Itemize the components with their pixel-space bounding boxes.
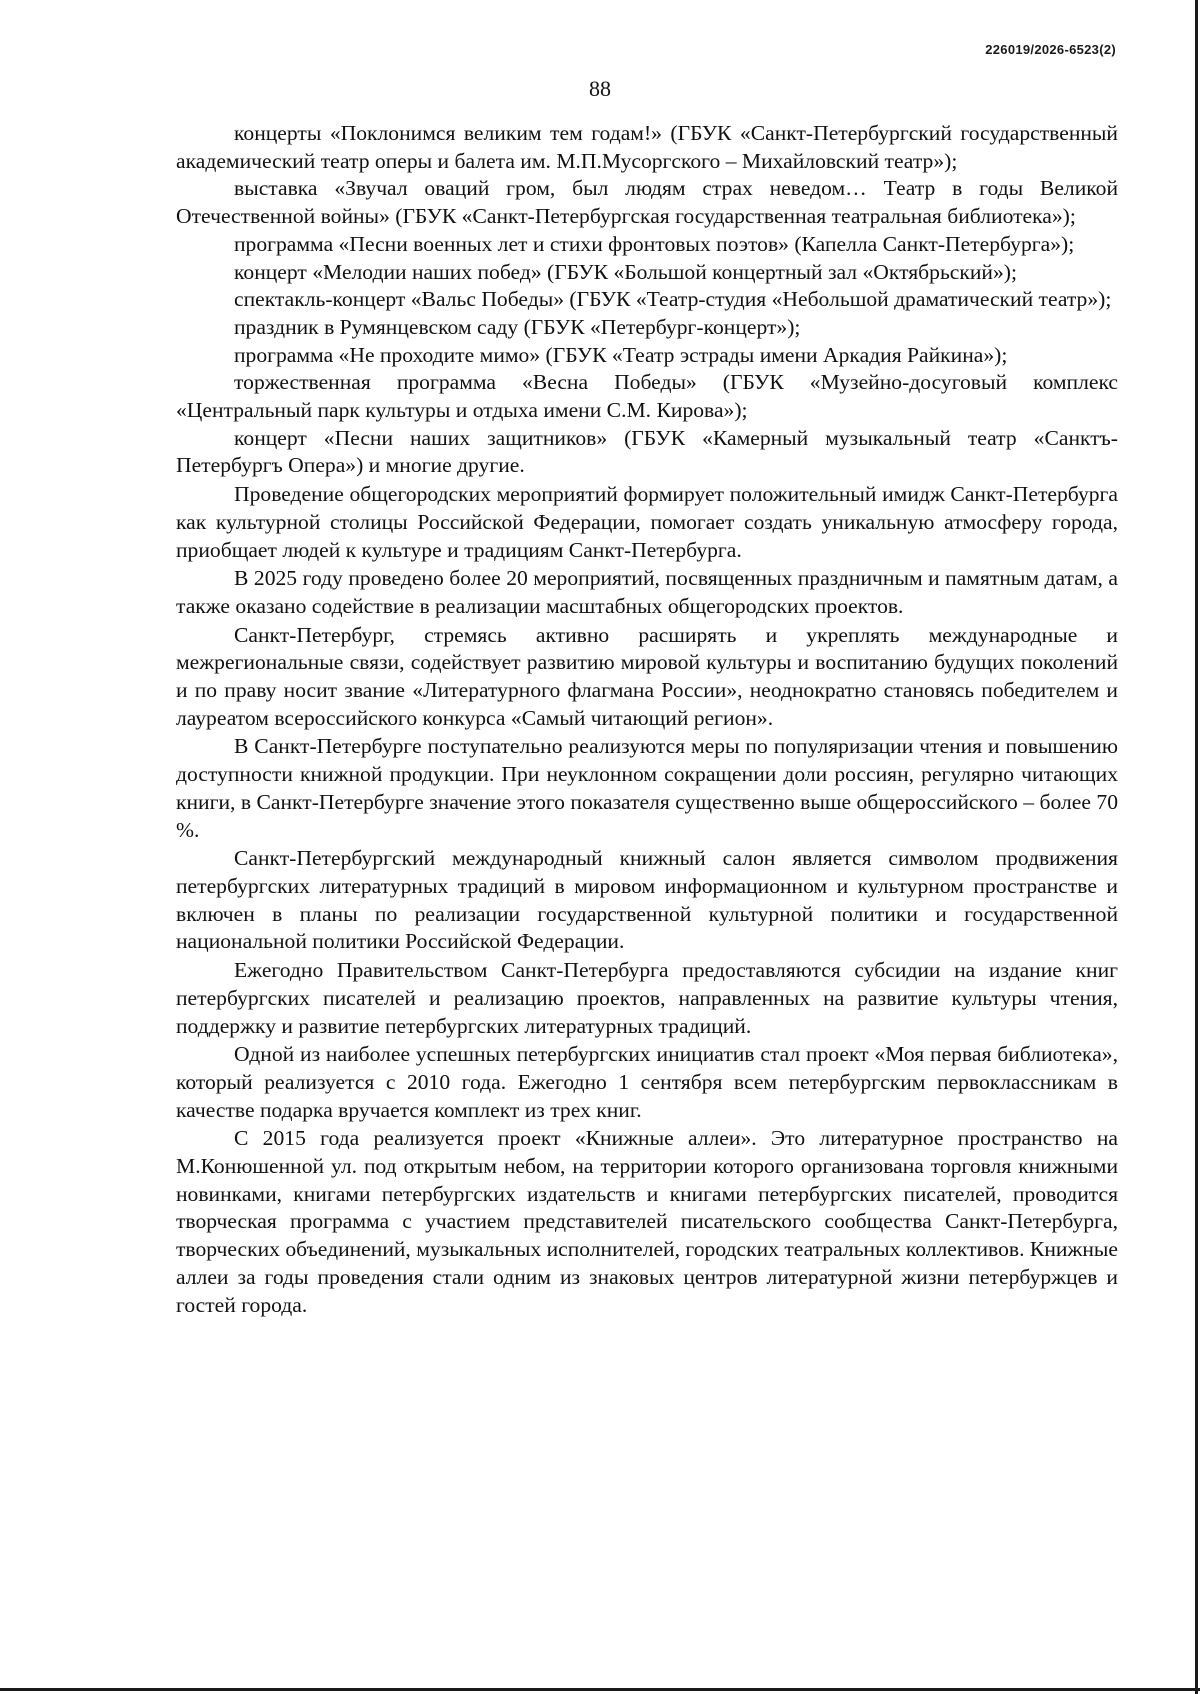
paragraph: программа «Песни военных лет и стихи фронтовых поэтов» (Капелла Санкт-Петербурга»); — [234, 231, 1075, 256]
paragraph: Санкт-Петербург, стремясь активно расширять и укреплять международные и межрегиональные связи, содействует развитию мировой культуры и воспитанию будущих поколений и по праву носит звание «Литературного флагмана России», неоднократно становясь победителем и лауреатом всероссийского конкурса «Самый читающий регион». — [176, 622, 1118, 730]
paragraph: концерт «Мелодии наших побед» (ГБУК «Большой концертный зал «Октябрьский»); — [234, 259, 1017, 284]
paragraph: В Санкт-Петербурге поступательно реализуются меры по популяризации чтения и повышению доступности книжной продукции. При неуклонном сокращении доли россиян, регулярно читающих книги, в Санкт-Петербурге значение этого показателя существенно выше общероссийского – более 70 %. — [176, 734, 1118, 842]
paragraph: концерт «Песни наших защитников» (ГБУК «Камерный музыкальный театр «Санктъ-Петербургъ Опера») и многие другие. — [176, 425, 1118, 478]
paragraph: Ежегодно Правительством Санкт-Петербурга предоставляются субсидии на издание книг петербургских писателей и реализацию проектов, направленных на развитие культуры чтения, поддержку и развитие петербургских литературных традиций. — [176, 958, 1118, 1038]
paragraph: концерты «Поклонимся великим тем годам!» (ГБУК «Санкт-Петербургский государственный академический театр оперы и балета им. М.П.Мусоргского – Михайловский театр»); — [176, 121, 1118, 173]
scan-edge-right — [1195, 0, 1198, 1694]
paragraph: Одной из наиболее успешных петербургских инициатив стал проект «Моя первая библиотека», который реализуется с 2010 года. Ежегодно 1 сентября всем петербургским первоклассникам в качестве подарка вручается комплект из трех книг. — [176, 1042, 1118, 1122]
paragraph: спектакль-концерт «Вальс Победы» (ГБУК «Театр-студия «Небольшой драматический театр»); — [234, 287, 1112, 312]
body-text — [176, 120, 1118, 1319]
paragraph: торжественная программа «Весна Победы» (ГБУК «Музейно-досуговый комплекс «Центральный парк культуры и отдыха имени С.М. Кирова»); — [176, 370, 1118, 423]
page-number: 88 — [589, 76, 611, 101]
paragraph: В 2025 году проведено более 20 мероприятий, посвященных праздничным и памятным датам, а также оказано содействие в реализации масштабных общегородских проектов. — [176, 566, 1118, 618]
scan-edge-bottom — [0, 1688, 1200, 1691]
registration-number: 226019/2026-6523(2) — [985, 42, 1116, 57]
paragraph: Проведение общегородских мероприятий формирует положительный имидж Санкт-Петербурга как культурной столицы Российской Федерации, помогает создать уникальную атмосферу города, приобщает людей к культуре и традициям Санкт-Петербурга. — [176, 482, 1118, 562]
paragraph: программа «Не проходите мимо» (ГБУК «Театр эстрады имени Аркадия Райкина»); — [234, 342, 1008, 367]
paragraph: Санкт-Петербургский международный книжный салон является символом продвижения петербургских литературных традиций в мировом информационном и культурном пространстве и включен в планы по реализации государственной культурной политики и государственной национальной политики Российской Федерации. — [176, 846, 1118, 954]
paragraph: праздник в Румянцевском саду (ГБУК «Петербург-концерт»); — [234, 314, 801, 339]
paragraph: выставка «Звучал оваций гром, был людям страх неведом… Театр в годы Великой Отечественной войны» (ГБУК «Санкт-Петербургская государственная театральная библиотека»); — [176, 176, 1118, 229]
paragraph: С 2015 года реализуется проект «Книжные аллеи». Это литературное пространство на М.Конюшенной ул. под открытым небом, на территории которого организована торговля книжными новинками, книгами петербургских издательств и книгами петербургских писателей, проводится творческая программа с участием представителей писательского сообщества Санкт-Петербурга, творческих объединений, музыкальных исполнителей, городских театральных коллективов. Книжные аллеи за годы проведения стали одним из знаковых центров литературной жизни петербуржцев и гостей города. — [176, 1126, 1118, 1317]
